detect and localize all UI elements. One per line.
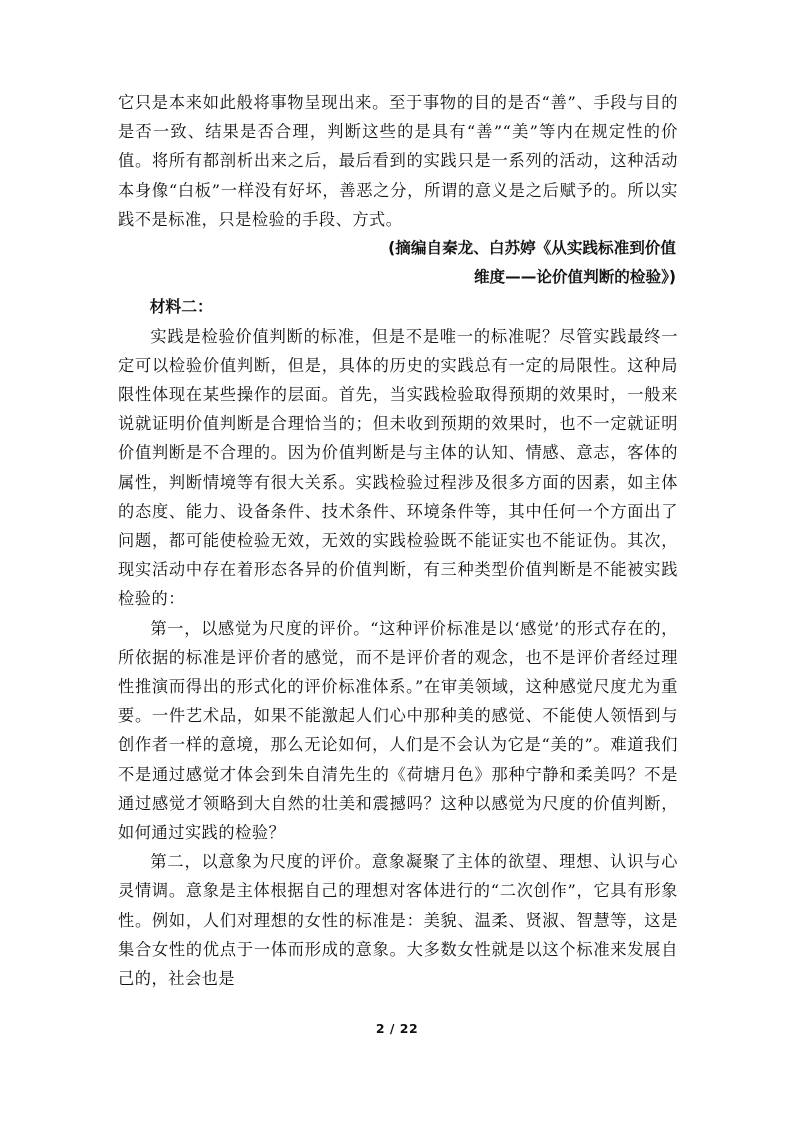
citation-line-2: 维度——论价值判断的检验》) (473, 268, 676, 287)
opening-paragraph: 它只是本来如此般将事物呈现出来。至于事物的目的是否“善”、手段与目的是否一致、结果是否合理，判断这些的是具有“善”“美”等内在规定性的价值。将所有都剖析出来之后，最后看到的实践只是一系列的活动，这种活动本身像“白板”一样没有好坏，善恶之分，所谓的意义是之后赋予的。所以实践不是标准，只是检验的手段、方式。 (118, 93, 678, 229)
paragraph-feeling-scale: 第一，以感觉为尺度的评价。“这种评价标准是以‘感觉’的形式存在的，所依据的标准是评价者的感觉，而不是评价者的观念，也不是评价者经过理性推演而得出的形式化的评价标准体系。”在审美领域，这种感觉尺度尤为重要。一件艺术品，如果不能激起人们心中那种美的感觉、不能使人领悟到与创作者一样的意境，那么无论如何，人们是不会认为它是“美的”。难道我们不是通过感觉才体会到朱自清先生的《荷塘月色》那种宁静和柔美吗？不是通过感觉才领略到大自然的壮美和震撼吗？这种以感觉为尺度的价值判断，如何通过实践的检验？ (118, 618, 678, 843)
citation-line-1: (摘编自秦龙、白苏婷《从实践标准到价值 (388, 239, 676, 258)
document-page (118, 88, 678, 993)
paragraph-practice-standard: 实践是检验价值判断的标准，但是不是唯一的标准呢？尽管实践最终一定可以检验价值判断，但是，具体的历史的实践总有一定的局限性。这种局限性体现在某些操作的层面。首先，当实践检验取得预期的效果时，一般来说就证明价值判断是合理恰当的；但未收到预期的效果时，也不一定就证明价值判断是不合理的。因为价值判断是与主体的认知、情感、意志，客体的属性，判断情境等有很大关系。实践检验过程涉及很多方面的因素，如主体的态度、能力、设备条件、技术条件、环境条件等，其中任何一个方面出了问题，都可能使检验无效，无效的实践检验既不能证实也不能证伪。其次，现实活动中存在着形态各异的价值判断，有三种类型价值判断是不能被实践检验的： (118, 326, 678, 609)
section-title: 材料二： (149, 297, 213, 317)
paragraph-imagery-scale: 第二，以意象为尺度的评价。意象凝聚了主体的欲望、理想、认识与心灵情调。意象是主体根据自己的理想对客体进行的“二次创作”，它具有形象性。例如，人们对理想的女性的标准是：美貌、温柔、贤淑、智慧等，这是集合女性的优点于一体而形成的意象。大多数女性就是以这个标准来发展自己的，社会也是 (118, 852, 678, 989)
source-citation (118, 234, 678, 292)
page-number: 2 / 22 (375, 1021, 419, 1036)
